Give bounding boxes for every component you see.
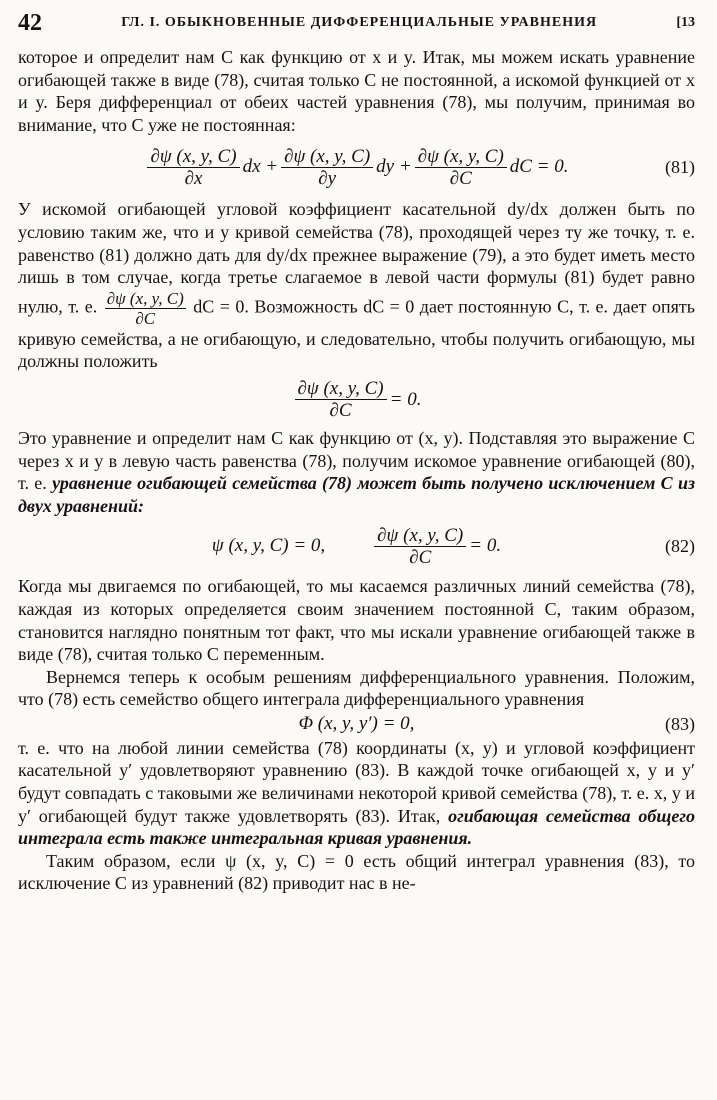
running-header	[18, 8, 695, 38]
paragraph-5: Вернемся теперь к особым решениям дифференциального уравнения. Положим, что (78) есть семейство общего интеграла дифференциального уравнения	[18, 666, 695, 710]
equation-83: Φ (x, y, y′) = 0, (83)	[298, 712, 695, 734]
page-number: 42	[18, 9, 42, 36]
fraction-dpsi-dC-82: $\frac{\partial\psi (x, y, C)}{\partial C}$	[374, 525, 466, 568]
running-title: ГЛ. I. ОБЫКНОВЕННЫЕ ДИФФЕРЕНЦИАЛЬНЫЕ УРАВНЕНИЯ	[121, 15, 598, 30]
equation-number-83: (83)	[665, 713, 695, 734]
fraction-dpsi-dx: $\frac{\partial\psi (x, y, C)}{\partial x}$	[147, 146, 239, 189]
fraction-dpsi-dy: $\frac{\partial\psi (x, y, C)}{\partial y}$	[281, 146, 373, 189]
paragraph-1: которое и определит нам C как функцию от x и y. Итак, мы можем искать уравнение огибающей также в виде (78), считая только C не постоянной, а искомой функцией от x и y. Беря дифференциал от обеих частей уравнения (78), мы получим, принимая во внимание, что C уже не постоянная:	[18, 47, 695, 135]
equation-number-81: (81)	[665, 157, 695, 178]
inline-fraction-dpsi-dC: $\frac{\partial\psi (x, y, C)}{\partial C}$	[106, 288, 184, 328]
equation-number-82: (82)	[665, 536, 695, 557]
equation-82: ψ (x, y, C) = 0, $\frac{\partial\psi (x, y, C)}{\partial C}$ = 0. (82)	[211, 524, 695, 568]
paragraph-7: Таким образом, если ψ (x, y, C) = 0 есть общий интеграл уравнения (83), то исключение C из уравнений (82) приводит нас в не-	[18, 850, 695, 894]
equation-envelope-condition: $\frac{\partial\psi (x, y, C)}{\partial C}$ = 0.	[18, 373, 695, 427]
paragraph-2: У искомой огибающей угловой коэффициент касательной dy/dx должен быть по условию таким же, что и у кривой семейства (78), проходящей через ту же точку, т. е. равенство (81) должно дать для dy/dx прежнее выражение (79), а это будет иметь место лишь в том случае, когда третье слагаемое в левой части формулы (81) будет равно нулю, т. е. $\frac{\partial\psi (x, y, C)}{\partial C}$ dC = 0. Возможность dC = 0 дает постоянную C, т. е. дает опять кривую семейства, а не огибающую, и следовательно, чтобы получить огибающую, мы должны положить	[18, 199, 695, 372]
emphasis-envelope-statement: уравнение огибающей семейства (78) может быть получено исключением C из двух уравнений:	[18, 473, 695, 516]
fraction-dpsi-dC-display: $\frac{\partial\psi (x, y, C)}{\partial C}$	[295, 378, 387, 421]
paragraph-3: Это уравнение и определит нам C как функцию от (x, y). Подставляя это выражение C через x и y в левую часть равенства (78), получим искомое уравнение огибающей (80), т. е. уравнение огибающей семейства (78) может быть получено исключением C из двух уравнений:	[18, 427, 695, 516]
paragraph-6: т. е. что на любой линии семейства (78) координаты (x, y) и угловой коэффициент касательной y′ удовлетворяют уравнению (83). В каждой точке огибающей x, y и y′ будут совпадать с таковыми же величинами некоторой кривой семейства (78), т. е. x, y и y′ огибающей будут также удовлетворять (83). Итак, огибающая семейства общего интеграла есть также интегральная кривая уравнения.	[18, 737, 695, 849]
fraction-dpsi-dC: $\frac{\partial\psi (x, y, C)}{\partial C}$	[415, 146, 507, 189]
section-number: [13	[676, 15, 695, 30]
equation-81: $\frac{\partial\psi (x, y, C)}{\partial x}$ dx + $\frac{\partial\psi (x, y, C)}{\partial y}$ dy + $\frac{\partial\psi (x, y, C)}{\partial C}$ dC = 0. (81)	[18, 136, 695, 198]
page-body	[18, 46, 695, 895]
paragraph-4: Когда мы двигаемся по огибающей, то мы касаемся различных линий семейства (78), каждая из которых определяется своим значением постоянной C, таким образом, становится наглядно понятным тот факт, что мы искали уравнение огибающей также в виде (78), считая только C переменным.	[18, 576, 695, 665]
emphasis-envelope-integral: огибающая семейства общего интеграла есть также интегральная кривая уравнения.	[18, 805, 695, 849]
